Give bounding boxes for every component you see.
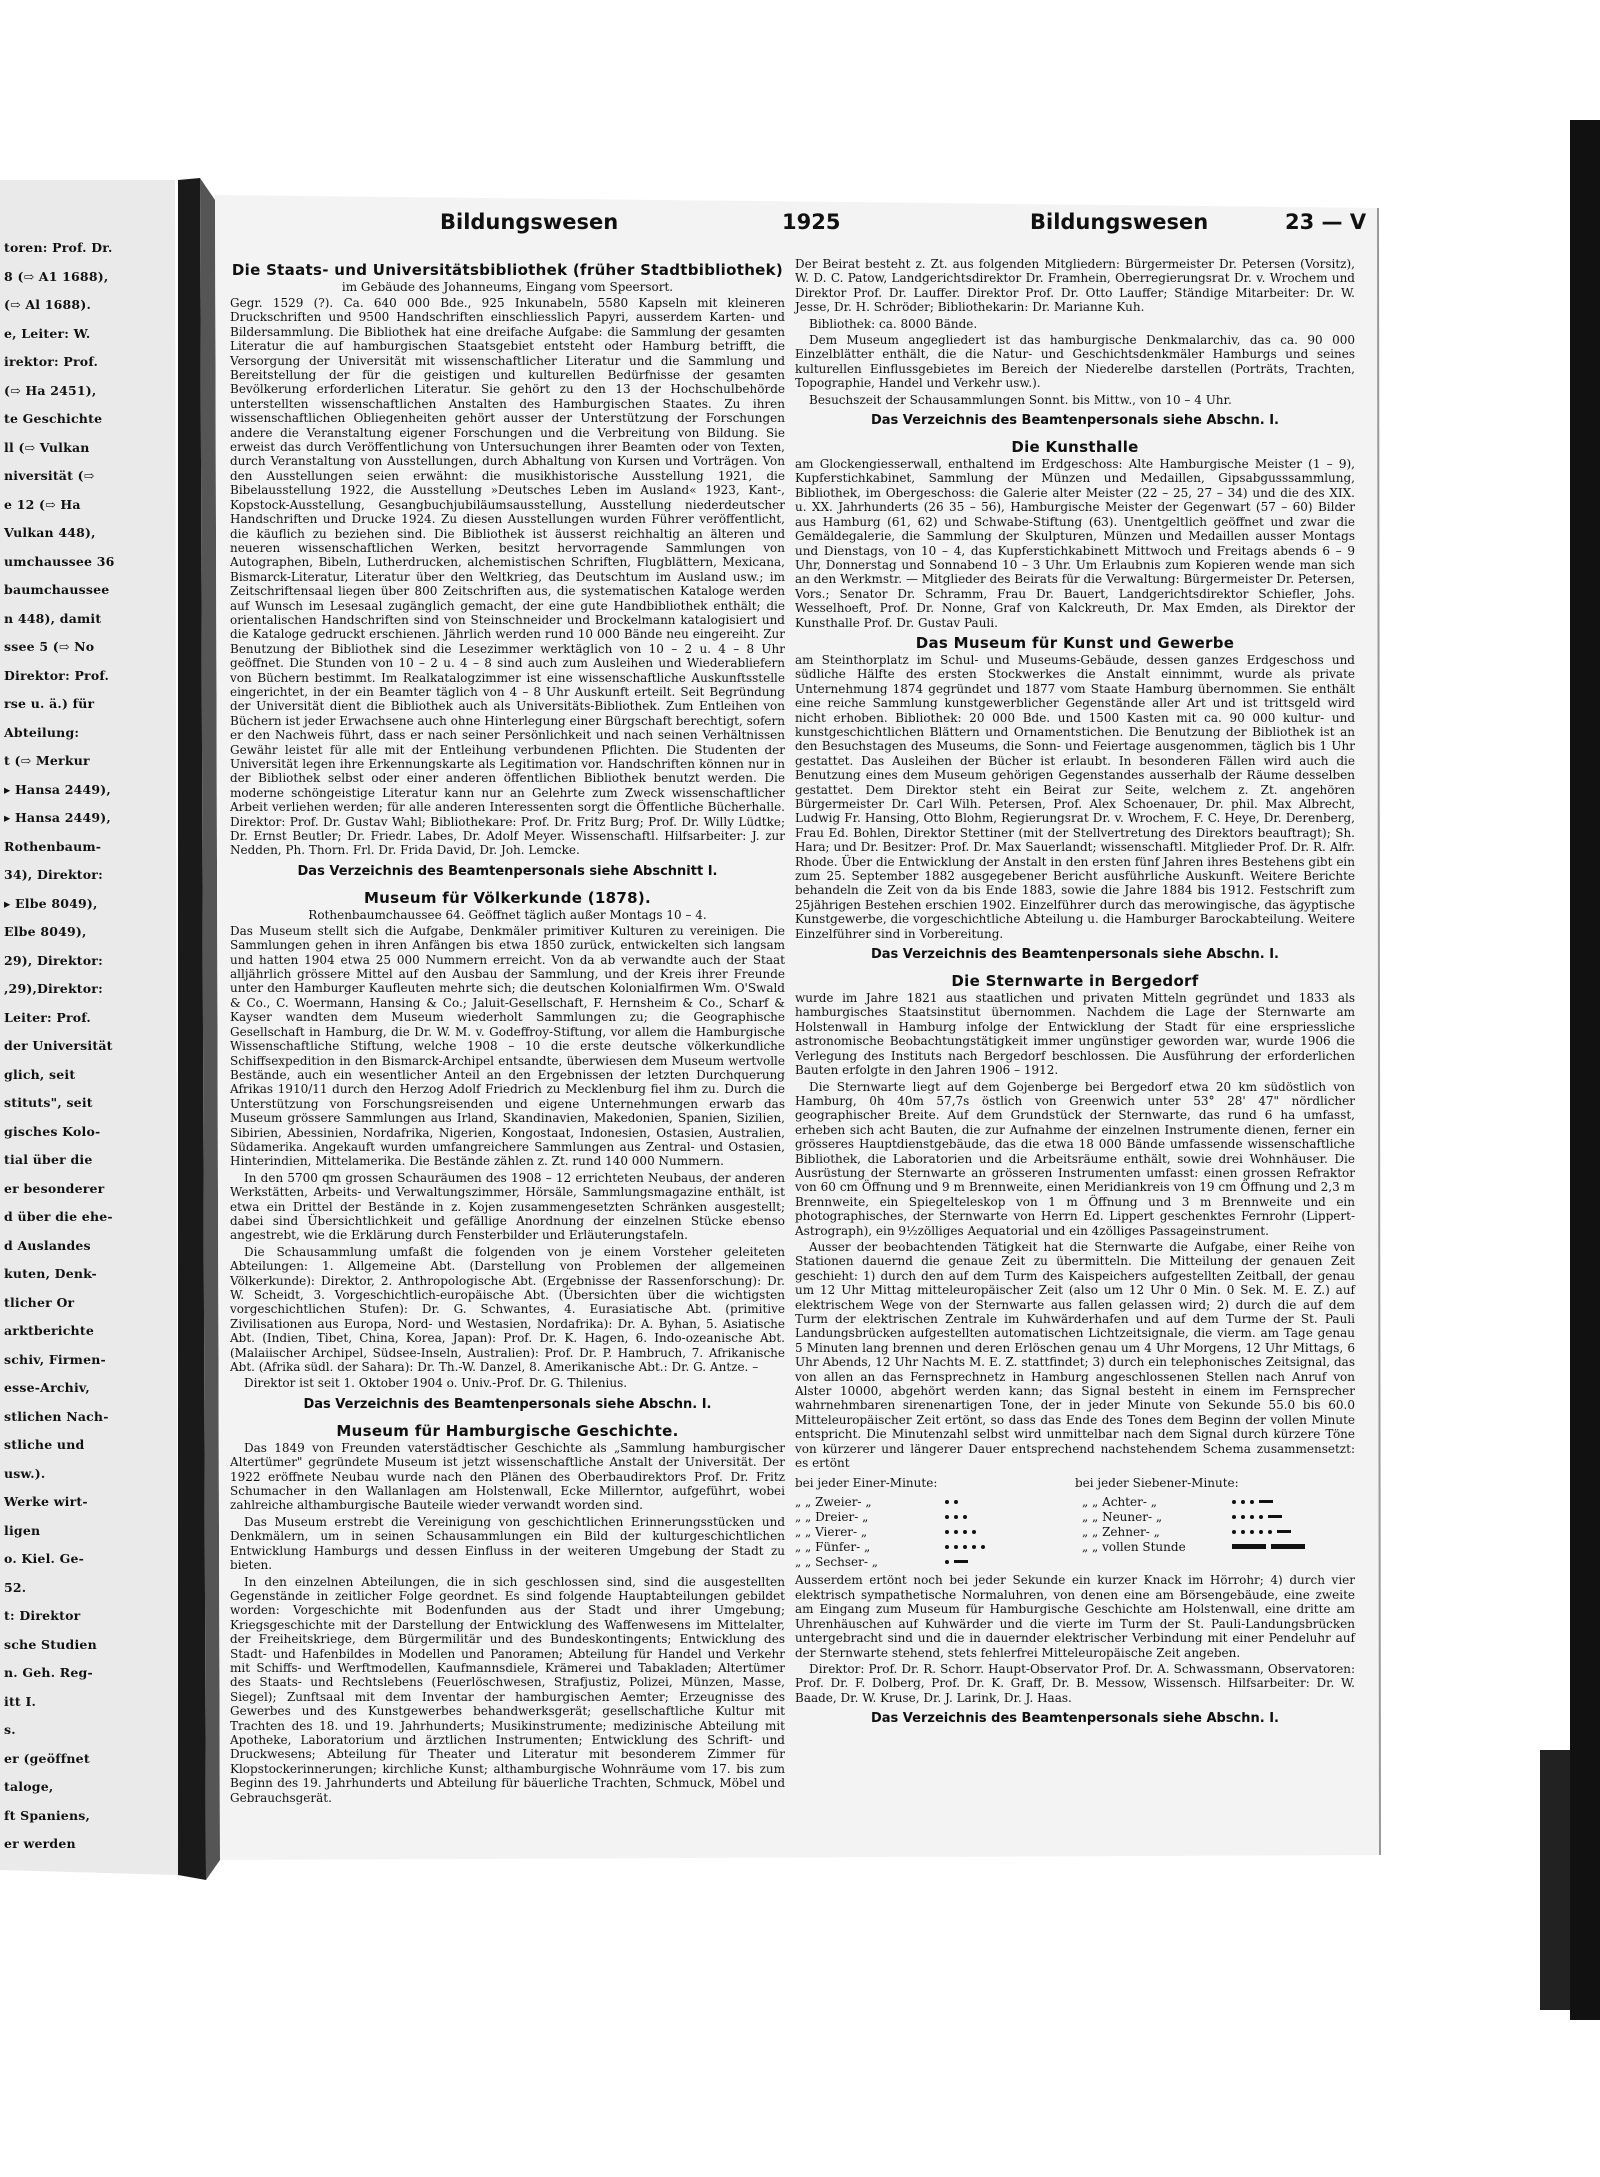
left-page-fragment: baumchaussee <box>4 582 110 597</box>
signal-row <box>795 1509 1068 1524</box>
section-subheading: im Gebäude des Johanneums, Eingang vom Speersort. <box>341 280 674 294</box>
section-subheading: Rothenbaumchaussee 64. Geöffnet täglich außer Montags 10 – 4. <box>308 907 707 922</box>
left-page-fragment: d über die ehe- <box>4 1209 113 1224</box>
signal-row <box>1082 1494 1355 1509</box>
short-tone-dot <box>1250 1530 1254 1534</box>
left-page-fragment: ligen <box>4 1522 41 1538</box>
section-heading: Die Sternwarte in Bergedorf <box>951 972 1199 991</box>
left-page-fragment: ssee 5 (⇨ No <box>4 639 95 654</box>
long-tone-dash <box>1271 1544 1305 1549</box>
left-page-fragment: itt I. <box>4 1693 37 1709</box>
right-column <box>795 257 1355 1736</box>
body-paragraph: Ausserdem ertönt noch bei jeder Sekunde ein kurzer Knack im Hörrohr; 4) durch vier elektrisch sympathetische Normaluhren, von denen eine am Börsengebäude, eine zweite am Eingang zum Museum für Hamburgische Geschichte am Holstenwall, eine dritte am Uhrenhäuschen auf Kuhwärder und die vierte im Turm der St. Pauli-Landungsbrücken untergebracht sind und die in dauernder elektrischer Verbindung mit einer Pendeluhr auf der Sternwarte stehend, stets fehlerfrei Mitteleuropäische Zeit angeben. <box>795 1573 1355 1660</box>
body-paragraph: Dem Museum angegliedert ist das hamburgische Denkmalarchiv, das ca. 90 000 Einzelblätter enthält, die die Natur- und Geschichtsdenkmäler Hamburgs und seines kulturellen Einflussgebietes im Bereich der Niederelbe darstellen (Porträts, Trachten, Topographie, Handel und Verkehr usw.). <box>795 333 1355 391</box>
left-page-fragment: Rothenbaum- <box>4 838 102 854</box>
left-page-fragment: t: Direktor <box>4 1608 81 1623</box>
short-tone-dot <box>945 1560 949 1564</box>
signal-label: „ „ Dreier- „ <box>795 1509 869 1524</box>
running-head-right: Bildungswesen <box>1030 210 1209 234</box>
short-tone-dot <box>963 1545 967 1549</box>
personnel-reference: Das Verzeichnis des Beamtenpersonals siehe Abschn. I. <box>870 947 1279 963</box>
long-tone-dash <box>1268 1515 1282 1518</box>
left-page-fragment: er (geöffnet <box>4 1750 90 1766</box>
short-tone-dot <box>954 1500 958 1504</box>
body-paragraph: am Glockengiesserwall, enthaltend im Erdgeschoss: Alte Hamburgische Meister (1 – 9), Kupferstichkabinet, Sammlung der Münzen und Medaillen, Gipsabgusssammlung, Bibliothek, im Obergeschoss: die Galerie alter Meister (22 – 25, 27 – 34) und die des XIX. u. XX. Jahrhunderts (26 35 – 56), Hamburgische Meister der Gegenwart (57 – 60) Bilder aus Hamburg (61, 62) und Schwabe-Stiftung (63). Unentgeltlich geöffnet und zwar die Gemäldegalerie, die Sammlung der Skulpturen, Münzen und Medaillen ausser Montags und Dienstags, von 10 – 4, das Kupferstichkabinett Mittwoch und Freitags abends 6 – 9 Uhr, Donnerstag und Sonnabend 10 – 3 Uhr. Um Erlaubnis zum Kopieren wende man sich an den Werkmstr. — Mitglieder des Beirats für die Verwaltung: Bürgermeister Dr. Petersen, Vors.; Senator Dr. Schramm, Frau Dr. Bauert, Landgerichtsdirektor Schiefler, Johs. Wesselhoeft, Prof. Dr. Nonne, Graf von Kalckreuth, Dr. Max Emden, als Direktor der Kunsthalle Prof. Dr. Gustav Pauli. <box>795 457 1355 630</box>
short-tone-dot <box>1232 1515 1236 1519</box>
personnel-reference: Das Verzeichnis des Beamtenpersonals siehe Abschnitt I. <box>297 863 718 879</box>
signal-symbol <box>945 1515 1068 1519</box>
body-paragraph: Das Museum stellt sich die Aufgabe, Denkmäler primitiver Kulturen zu vereinigen. Die Sammlungen gehen in ihren Anfängen bis etwa 1850 zurück, entwickelten sich langsam und hatten 1904 etwa 25 000 Nummern erreicht. Von da ab verwandte auch der Staat alljährlich grössere Mittel auf den Ausbau der Sammlung, und der Kreis ihrer Freunde unter den Hamburger Kaufleuten mehrte sich; die deutschen Kolonialfirmen Wm. O'Swald & Co., C. Woermann, Hansing & Co.; Jaluit-Gesellschaft, F. Hernsheim & Co., Scharf & Kayser wandten dem Museum wiederholt Sammlungen zu; die Geographische Gesellschaft in Hamburg, die Dr. W. M. v. Godeffroy-Stiftung, vor allem die Hamburgische Wissenschaftliche Stiftung, welche 1908 – 10 die erste deutsche völkerkundliche Schiffsexpedition in den Bismarck-Archipel entsandte, überwiesen dem Museum wertvolle Bestände, auch ein wesentlicher Anteil an den Ergebnissen der letzten Durchquerung Afrikas 1910/11 durch den Herzog Adolf Friedrich zu Mecklenburg fiel ihm zu. Durch die Unterstützung von Forschungsreisenden und eigene Unternehmungen erwarb das Museum grössere Sammlungen aus Irland, Skandinavien, Makedonien, Spanien, Sizilien, Sibirien, Abessinien, Nordafrika, Nigerien, Kongostaat, Indonesien, Ostasien, Australien, Südamerika. Angekauft wurden umfangreichere Sammlungen aus Zentral- und Ostasien, Hinterindien, Mittelamerika. Die Bestände zählen z. Zt. rund 140 000 Nummern. <box>230 923 785 1169</box>
left-page-fragment: taloge, <box>4 1779 54 1794</box>
signal-symbol <box>945 1500 1068 1504</box>
left-page-fragment: ▸ Hansa 2449), <box>4 781 111 797</box>
signal-heading-left: bei jeder Einer-Minute: <box>795 1476 938 1491</box>
left-page-fragment: o. Kiel. Ge- <box>4 1551 85 1566</box>
left-page-fragment: Vulkan 448), <box>4 525 96 540</box>
left-page-fragment: e 12 (⇨ Ha <box>4 496 81 512</box>
left-page-fragment: der Universität <box>4 1038 113 1053</box>
short-tone-dot <box>1250 1515 1254 1519</box>
left-page-fragment: (⇨ Ha 2451), <box>4 382 97 398</box>
long-tone-dash <box>1277 1530 1291 1533</box>
left-page-fragment: ,29),Direktor: <box>4 981 103 996</box>
personnel-reference: Das Verzeichnis des Beamtenpersonals siehe Abschn. I. <box>870 413 1279 429</box>
left-page-fragment: 34), Direktor: <box>4 867 103 882</box>
left-page-fragment: 52. <box>4 1579 27 1595</box>
page-number: 23 — V <box>1285 210 1367 234</box>
left-page-fragment: 8 (⇨ A1 1688), <box>4 268 109 284</box>
left-page-fragment: er werden <box>4 1836 76 1850</box>
left-page-fragment: rse u. ä.) für <box>4 696 95 711</box>
signal-label: „ „ Vierer- „ <box>795 1524 868 1539</box>
left-page-fragment: (⇨ Al 1688). <box>4 297 91 312</box>
short-tone-dot <box>954 1515 958 1519</box>
short-tone-dot <box>1241 1515 1245 1519</box>
section-heading: Museum für Völkerkunde (1878). <box>363 888 652 907</box>
left-page-fragment: te Geschichte <box>4 411 103 426</box>
left-page-edge <box>0 240 178 1850</box>
signal-label: „ „ Sechser- „ <box>795 1554 878 1569</box>
short-tone-dot <box>981 1545 985 1549</box>
left-page-fragment: stliche und <box>4 1437 85 1452</box>
left-page-fragment: e, Leiter: W. <box>4 325 91 341</box>
left-page-fragment: ▸ Elbe 8049), <box>4 895 98 911</box>
body-paragraph: Besuchszeit der Schausammlungen Sonnt. bis Mittw., von 10 – 4 Uhr. <box>809 392 1232 407</box>
signal-symbol <box>1232 1515 1355 1519</box>
short-tone-dot <box>945 1545 949 1549</box>
left-page-fragment: esse-Archiv, <box>4 1380 90 1395</box>
short-tone-dot <box>1259 1515 1263 1519</box>
body-paragraph: Das Museum erstrebt die Vereinigung von geschichtlichen Erinnerungsstücken und Denkmälern, um in seinen Schausammlungen ein Bild der kulturgeschichtlichen Entwicklung Hamburgs und dessen Einfluss in der weiteren Umgebung der Stadt zu bieten. <box>230 1514 785 1573</box>
body-paragraph: Ausser der beobachtenden Tätigkeit hat die Sternwarte die Aufgabe, einer Reihe von Stationen dauernd die genaue Zeit zu übermitteln. Die Mitteilung der genauen Zeit geschieht: 1) durch den auf dem Turm des Kaispeichers aufgestellten Zeitball, der genau um 12 Uhr Mittag mitteleuropäischer Zeit (also um 12 Uhr 0 Min. 0 Sek. M. E. Z.) auf elektrischem Wege von der Sternwarte aus fallen gelassen wird; 2) durch die auf dem Turm der elektrischen Zentrale im Kuhwärderhafen und auf dem Turme der St. Pauli Landungsbrücken aufgestellten automatischen Lichtzeitsignale, die vierm. am Tage genau 5 Minuten lang brennen und deren Erlöschen genau um 4 Uhr Morgens, 12 Uhr Mittags, 6 Uhr Abends, 12 Uhr Nachts M. E. Z. stattfindet; 3) durch ein telephonisches Zeitsignal, das von allen an das Fernsprechnetz in Hamburg angeschlossenen Stellen nach Anruf von Alster 10000, abgehört werden kann; das Signal besteht in einem im Fernsprecher wahrnehmbaren sirenenartigen Tone, der in jeder Minute von Sekunde 55.0 bis 60.0 Mitteleuropäischer Zeit ertönt, so dass das Ende des Tones dem Beginn der vollen Minute entspricht. Die Minutenzahl selbst wird unmittelbar nach dem Signal durch kürzere Töne von kürzerer und längerer Dauer entsprechend nachstehendem Schema zusammensetzt: es ertönt <box>795 1239 1355 1471</box>
short-tone-dot <box>945 1500 949 1504</box>
body-paragraph: Die Schausammlung umfaßt die folgenden von je einem Vorsteher geleiteten Abteilungen: 1. Allgemeine Abt. (Darstellung von Problemen der allgemeinen Völkerkunde): Direktor, 2. Anthropologische Abt. (Ergebnisse der Rassenforschung): Dr. W. Scheidt, 3. Vorgeschichtlich-europäische Abt. (Übersichten über die wichtigsten vorgeschichtlichen Stufen): Dr. G. Schwantes, 4. Eurasiatische Abt. (primitive Zivilisationen aus Europa, Nord- und Westasien, Nordafrika): Dr. A. Byhan, 5. Asiatische Abt. (Indien, Tibet, China, Korea, Japan): Prof. Dr. K. Hagen, 6. Indo-ozeanische Abt. (Malaiischer Archipel, Südsee-Inseln, Australien): Prof. Dr. P. Hambruch, 7. Afrikanische Abt. (Afrika südl. der Sahara): Dr. Th.-W. Danzel, 8. Amerikanische Abt.: Dr. G. Antze. – <box>230 1244 785 1375</box>
left-page-fragment: stlichen Nach- <box>4 1408 109 1424</box>
signal-symbol <box>945 1545 1068 1549</box>
left-column <box>230 257 785 1807</box>
short-tone-dot <box>963 1515 967 1519</box>
left-page-fragment: t (⇨ Merkur <box>4 753 90 768</box>
left-page-fragment: arktberichte <box>4 1323 94 1338</box>
left-page-fragment: niversität (⇨ <box>4 468 95 483</box>
long-tone-dash <box>1259 1500 1273 1503</box>
personnel-reference: Das Verzeichnis des Beamtenpersonals siehe Abschn. I. <box>870 1711 1279 1727</box>
left-page-fragment: d Auslandes <box>4 1237 91 1253</box>
left-page-fragment: stituts", seit <box>4 1095 93 1110</box>
short-tone-dot <box>945 1530 949 1534</box>
signal-label: „ „ Achter- „ <box>1082 1494 1157 1509</box>
signal-symbol <box>945 1530 1068 1534</box>
short-tone-dot <box>1268 1530 1272 1534</box>
left-page-fragment: sche Studien <box>4 1636 97 1652</box>
left-page-fragment: ll (⇨ Vulkan <box>4 439 90 455</box>
signal-symbol <box>1232 1530 1355 1534</box>
short-tone-dot <box>963 1530 967 1534</box>
signal-label: „ „ vollen Stunde <box>1082 1539 1186 1554</box>
signal-label: „ „ Zweier- „ <box>795 1494 872 1509</box>
signal-row <box>1082 1509 1355 1524</box>
left-page-fragment: glich, seit <box>4 1066 76 1082</box>
body-paragraph: Der Beirat besteht z. Zt. aus folgenden Mitgliedern: Bürgermeister Dr. Petersen (Vorsitz), W. D. C. Patow, Landgerichtsdirektor Dr. Framhein, Oberregierungsrat Dr. v. Wrochem und Direktor Prof. Dr. Lauffer. Direktor Prof. Dr. Otto Lauffer; Ständige Mitarbeiter: Dr. W. Jesse, Dr. H. Schröder; Bibliothekarin: Dr. Marianne Kuh. <box>795 257 1355 315</box>
running-head-left: Bildungswesen <box>440 210 619 234</box>
short-tone-dot <box>1259 1530 1263 1534</box>
signal-symbol <box>945 1560 1068 1564</box>
left-page-fragment: umchaussee 36 <box>4 553 115 569</box>
body-paragraph: Die Sternwarte liegt auf dem Gojenberge bei Bergedorf etwa 20 km südöstlich von Hamburg, 0h 40m 57,7s östlich von Greenwich unter 53° 28' 47" nördlicher geographischer Breite. Auf dem Grundstück der Sternwarte, das rund 6 ha umfasst, erheben sich acht Bauten, die zur Aufnahme der einzelnen Instrumente dienen, ferner ein grösseres Hauptdienstgebäude, das die etwa 18 000 Bände umfassende wissenschaftliche Bibliothek, die Laboratorien und die Arbeitsräume enthält, sowie drei Wohnhäuser. Die Ausrüstung der Sternwarte an grösseren Instrumenten umfasst: einen grossen Refraktor von 60 cm Öffnung und 9 m Brennweite, einen Meridiankreis von 19 cm Öffnung und 2,3 m Brennweite, ein Spiegelteleskop von 1 m Öffnung und 3 m Brennweite und ein photographisches, der Sternwarte von Herrn Ed. Lippert geschenktes Fernrohr (Lippert-Astrograph), ein 9½zölliges Aequatorial und ein 4zölliges Passageinstrument. <box>795 1079 1355 1238</box>
signal-row <box>1082 1539 1355 1554</box>
personnel-reference: Das Verzeichnis des Beamtenpersonals siehe Abschn. I. <box>303 1396 712 1412</box>
section-heading: Die Staats- und Universitätsbibliothek (früher Stadtbibliothek) <box>231 261 784 279</box>
short-tone-dot <box>1232 1530 1236 1534</box>
body-paragraph: Bibliothek: ca. 8000 Bände. <box>809 316 978 331</box>
short-tone-dot <box>945 1515 949 1519</box>
document-page <box>210 205 1370 1845</box>
left-page-fragment: toren: Prof. Dr. <box>4 240 113 255</box>
signal-symbol <box>1232 1500 1355 1504</box>
body-paragraph: Das 1849 von Freunden vaterstädtischer Geschichte als „Sammlung hamburgischer Altertümer" gegründete Museum ist jetzt wissenschaftliche Anstalt der Universität. Der 1922 eröffnete Neubau wurde nach den Plänen des Oberbaudirektors Prof. Dr. Fritz Schumacher in den Wallanlagen am Holstenwall, Ecke Millerntor, aufgeführt, wobei zahlreiche althamburgische Bauteile wieder verwandt worden sind. <box>230 1440 785 1513</box>
short-tone-dot <box>1232 1500 1236 1504</box>
signal-row <box>795 1494 1068 1509</box>
signal-label: „ „ Neuner- „ <box>1082 1509 1163 1524</box>
signal-label: „ „ Zehner- „ <box>1082 1524 1160 1539</box>
body-paragraph: wurde im Jahre 1821 aus staatlichen und privaten Mitteln gegründet und 1833 als hamburgisches Staatsinstitut übernommen. Nachdem die Lage der Sternwarte am Holstenwall in Hamburg infolge der Entwicklung der Stadt für eine erspriessliche astronomische Beobachtungstätigkeit immer ungünstiger geworden war, wurde 1906 die Verlegung des Instituts nach Bergedorf beschlossen. Die Ausführung der erforderlichen Bauten erfolgte in den Jahren 1906 – 1912. <box>795 991 1355 1078</box>
left-page-fragment: Werke wirt- <box>4 1494 88 1509</box>
left-page-fragment: schiv, Firmen- <box>4 1351 106 1367</box>
left-page-fragment: usw.). <box>4 1465 46 1481</box>
left-page-fragment: ▸ Hansa 2449), <box>4 810 111 825</box>
left-page-fragment: Elbe 8049), <box>4 924 87 939</box>
signal-symbol <box>1232 1544 1355 1549</box>
left-page-fragment: 29), Direktor: <box>4 952 103 968</box>
time-signal-table <box>795 1476 1355 1569</box>
long-tone-dash <box>1232 1544 1266 1549</box>
left-page-fragment: Abteilung: <box>4 724 80 740</box>
signal-row <box>1082 1524 1355 1539</box>
short-tone-dot <box>972 1530 976 1534</box>
body-paragraph: In den einzelnen Abteilungen, die in sich geschlossen sind, sind die ausgestellten Gegenstände in zeitlicher Folge geordnet. Es sind folgende Hauptabteilungen gebildet worden: Vorgeschichte mit Bodenfunden aus der Stadt und ihrer Umgebung; Kriegsgeschichte mit der Darstellung der Entwicklung des Waffenwesens im Mittelalter, der Freiheitskriege, dem Bürgermilitär und des Bundeskontingents; Entwicklung des Stadt- und Hafenbildes in Modellen und Panoramen; Abteilung für Handel und Verkehr mit Schiffs- und Werftmodellen, Kaufmannsdiele, Krämerei und Tabakladen; Altertümer des Staats- und Rechtslebens (Feuerlöschwesen, Strafjustiz, Polizei, Münzen, Masse, Siegel); Zunftsaal mit dem Inventar der hamburgischen Aemter; Erzeugnisse des Gewerbes und des Kunstgewerbes behandwerksgerät; gesellschaftliche Kultur mit Trachten des 18. und 19. Jahrhunderts; Musikinstrumente; medizinische Abteilung mit Apotheke, Laboratorium und ärztlichen Instrumenten; Entwicklung des Schrift- und Druckwesens; Abteilung für Theater und Literatur mit besonderem Zimmer für Klopstockerinnerungen; kirchliche Kunst; althamburgische Wohnräume vom 17. bis zum Beginn des 19. Jahrhunderts und Abteilung für bäuerliche Trachten, Schmuck, Möbel und Gebrauchsgerät. <box>230 1574 785 1805</box>
body-paragraph: Gegr. 1529 (?). Ca. 640 000 Bde., 925 Inkunabeln, 5580 Kapseln mit kleineren Druckschriften und 9500 Handschriften einschliesslich Papyri, ausserdem Karten- und Bildersammlung. Die Bibliothek hat eine dreifache Aufgabe: die Sammlung der gesamten Literatur die auf hamburgischen Staatsgebiet entsteht oder Hamburg betrifft, die Versorgung der Universität mit wissenschaftlicher Literatur und die Sammlung und Bereitstellung der für die geistigen und kulturellen Bedürfnisse der gesamten Bevölkerung erforderlichen Literatur. Sie gehört zu den 13 der Hochschulbehörde unterstellten wissenschaftlichen Anstalten des Hamburgischen Staates. Zu ihren wissenschaftlichen Obliegenheiten gehört ausser der Unterstützung der Forschungen andere die Veranstaltung eigener Forschungen und die Verbreitung von Bildung. Sie erweist das durch Veröffentlichung von Untersuchungen ihrer Beamten oder von Texten, durch Veranstaltung von Ausstellungen, durch Abhaltung von Kursen und Vorträgen. Von den Ausstellungen seien erwähnt: die musikhistorische Ausstellung 1921, die Bibelausstellung 1922, die Ausstellung »Deutsches Leben im Ausland« 1923, Kant-, Kopstock-Ausstellung, Gesangbuchjubiläumsausstellung, Ausstellung niederdeutscher Handschriften und Drucke 1924. Zu diesen Ausstellungen wurden Führer veröffentlicht, die käuflich zu beziehen sind. Die Bibliothek ist äusserst reichhaltig an älteren und neueren wissenschaftlichen Werken, besitzt hervorragende Sammlungen von Autographen, Bibeln, Lutherdrucken, alchemistischen Schriften, Flugblättern, Mexicana, Bismarck-Literatur, Literatur über den Weltkrieg, das Deutschtum im Ausland usw.; im Zeitschriftensaal liegen über 800 Zeitschriften aus, die systematischen Kataloge werden auf Wunsch im Lesesaal zugänglich gemacht, der eine gute Handbibliothek enthält; die orientalischen Handschriften sind von Steinschneider und Brockelmann katalogisiert und die Kataloge gedruckt erschienen. Jährlich werden rund 10 000 Bände neu eingereiht. Zur Benutzung der Bibliothek sind die Lesezimmer werktäglich von 10 – 2 u. 4 – 8 Uhr geöffnet. Die Stunden von 10 – 2 u. 4 – 8 sind auch zum Ausleihen und Wiederabliefern von Büchern bestimmt. Im Realkatalogzimmer ist eine wissenschaftliche Auskunftsstelle eingerichtet, in der ein Beamter täglich von 4 – 8 Uhr Auskunft erteilt. Seit Begründung der Universität dient die Bibliothek auch als Universitäts-Bibliothek. Zum Entleihen von Büchern ist jeder Erwachsene auch ohne Hinterlegung einer Bürgschaft berechtigt, sofern er den Nachweis führt, dass er nach seiner Persönlichkeit und nach seinen Verhältnissen Gewähr leistet für alle mit der Entleihung verbundenen Pflichten. Die Studenten der Universität legen ihre Erkennungskarte als Legitimation vor. Handschriften können nur in der Bibliothek selbst oder einer anderen öffentlichen Bibliothek benutzt werden. Die moderne schöngeistige Literatur kann nur an Gelehrte zum Zweck wissenschaftlicher Arbeit verliehen werden; für alle anderen Interessenten sorgt die Öffentliche Bücherhalle. Direktor: Prof. Dr. Gustav Wahl; Bibliothekare: Prof. Dr. Fritz Burg; Prof. Dr. Willy Lüdtke; Dr. Ernst Beutler; Dr. Friedr. Labes, Dr. Adolf Meyer. Wissenschaftl. Hilfsarbeiter: J. zur Nedden, Ph. Thorn. Frl. Dr. Frida David, Dr. Joh. Lemcke. <box>230 296 785 858</box>
left-page-fragment: irektor: Prof. <box>4 354 99 369</box>
section-heading: Das Museum für Kunst und Gewerbe <box>915 633 1235 652</box>
short-tone-dot <box>1241 1500 1245 1504</box>
left-page-fragment: tlicher Or <box>4 1294 75 1310</box>
section-heading: Die Kunsthalle <box>1011 438 1139 457</box>
left-page-fragment: n 448), damit <box>4 610 102 626</box>
short-tone-dot <box>954 1545 958 1549</box>
signal-label: „ „ Fünfer- „ <box>795 1539 871 1554</box>
left-page-fragment: Leiter: Prof. <box>4 1009 91 1025</box>
left-page-fragment: s. <box>4 1722 16 1737</box>
short-tone-dot <box>1250 1500 1254 1504</box>
left-page-fragment: tial über die <box>4 1152 93 1167</box>
body-paragraph: Direktor ist seit 1. Oktober 1904 o. Univ.-Prof. Dr. G. Thilenius. <box>244 1376 628 1391</box>
left-page-fragment: n. Geh. Reg- <box>4 1665 93 1680</box>
year-heading: 1925 <box>782 210 841 234</box>
left-page-fragment: ft Spaniens, <box>4 1807 91 1823</box>
signal-heading-right: bei jeder Siebener-Minute: <box>1075 1476 1239 1491</box>
short-tone-dot <box>972 1545 976 1549</box>
body-paragraph: In den 5700 qm grossen Schauräumen des 1908 – 12 errichteten Neubaus, der anderen Werkstätten, Arbeits- und Verwaltungszimmer, Hörsäle, Sammlungsmagazine enthält, ist etwa ein Drittel der Bestände in z. Kojen zusammengesetzten Schränken ausgestellt; dabei sind Übersichtlichkeit und gefällige Anordnung der einzelnen Stücke ebenso angestrebt, wie die Erklärung durch Fensterbilder und Erläuterungstafeln. <box>230 1170 785 1243</box>
short-tone-dot <box>954 1530 958 1534</box>
body-paragraph: Direktor: Prof. Dr. R. Schorr. Haupt-Observator Prof. Dr. A. Schwassmann, Observatoren: Prof. Dr. F. Dolberg, Prof. Dr. K. Graff, Dr. B. Messow, Wissensch. Hilfsarbeiter: Dr. W. Baade, Dr. W. Kruse, Dr. J. Larink, Dr. J. Haas. <box>795 1661 1355 1705</box>
signal-row <box>795 1524 1068 1539</box>
body-paragraph: am Steinthorplatz im Schul- und Museums-Gebäude, dessen ganzes Erdgeschoss und südliche Hälfte des ersten Stockwerkes die Anstalt einnimmt, wurde als private Unternehmung 1874 gegründet und 1877 vom Staate Hamburg übernommen. Sie enthält eine reiche Sammlung kunstgewerblicher Gegenstände aller Art und ist trittsgeld wird nicht erhoben. Bibliothek: 20 000 Bde. und 1500 Kasten mit ca. 90 000 kultur- und kunstgeschichtlichen Blättern und Ornamentstichen. Die Benutzung der Bibliothek ist an den Besuchstagen des Museums, die Sonn- und Feiertage ausgenommen, täglich bis 1 Uhr gestattet. Das Ausleihen der Bücher ist erlaubt. In besonderen Fällen wird auch die Benutzung eines dem Museum gehörigen Gegenstandes ausserhalb der Räume desselben gestattet. Dem Direktor steht ein Beirat zur Seite, welchem z. Zt. angehören Bürgermeister Dr. Carl Wilh. Petersen, Prof. Alex Schoenauer, Dr. phil. Max Albrecht, Ludwig Fr. Hansing, Otto Blohm, Regierungsrat Dr. v. Wrochem, F. C. Heye, Dr. Derenberg, Frau Ed. Bohlen, Direktor Stettiner (mit der Stellvertretung des Direktors beauftragt); Sh. Hara; und Dr. Besitzer: Prof. Dr. Max Sauerlandt; wissenschaftl. Mitglieder Prof. Dr. R. Alfr. Rhode. Über die Entwicklung der Anstalt in den ersten fünf Jahren ihres Bestehens gibt ein zum 25. September 1882 ausgegebener Bericht ausführliche Auskunft. Weitere Berichte behandeln die Zeit von da bis Ende 1883, sowie die Jahre 1884 bis 1912. Festschrift zum 25jährigen Bestehen erschien 1902. Einzelführer durch das merowingische, das ägyptische Kunstgewerbe, die vorgeschichtliche Abteilung u. die Hamburger Barockabteilung. Weitere Einzelführer sind in Vorbereitung. <box>795 652 1355 941</box>
signal-row <box>795 1539 1068 1554</box>
left-page-fragment: gisches Kolo- <box>4 1123 101 1139</box>
left-page-fragment: Direktor: Prof. <box>4 667 110 683</box>
left-page-fragment: kuten, Denk- <box>4 1266 97 1281</box>
long-tone-dash <box>954 1560 968 1563</box>
signal-row <box>795 1554 1068 1569</box>
short-tone-dot <box>1241 1530 1245 1534</box>
section-heading: Museum für Hamburgische Geschichte. <box>336 1421 679 1440</box>
left-page-fragment: er besonderer <box>4 1180 105 1196</box>
